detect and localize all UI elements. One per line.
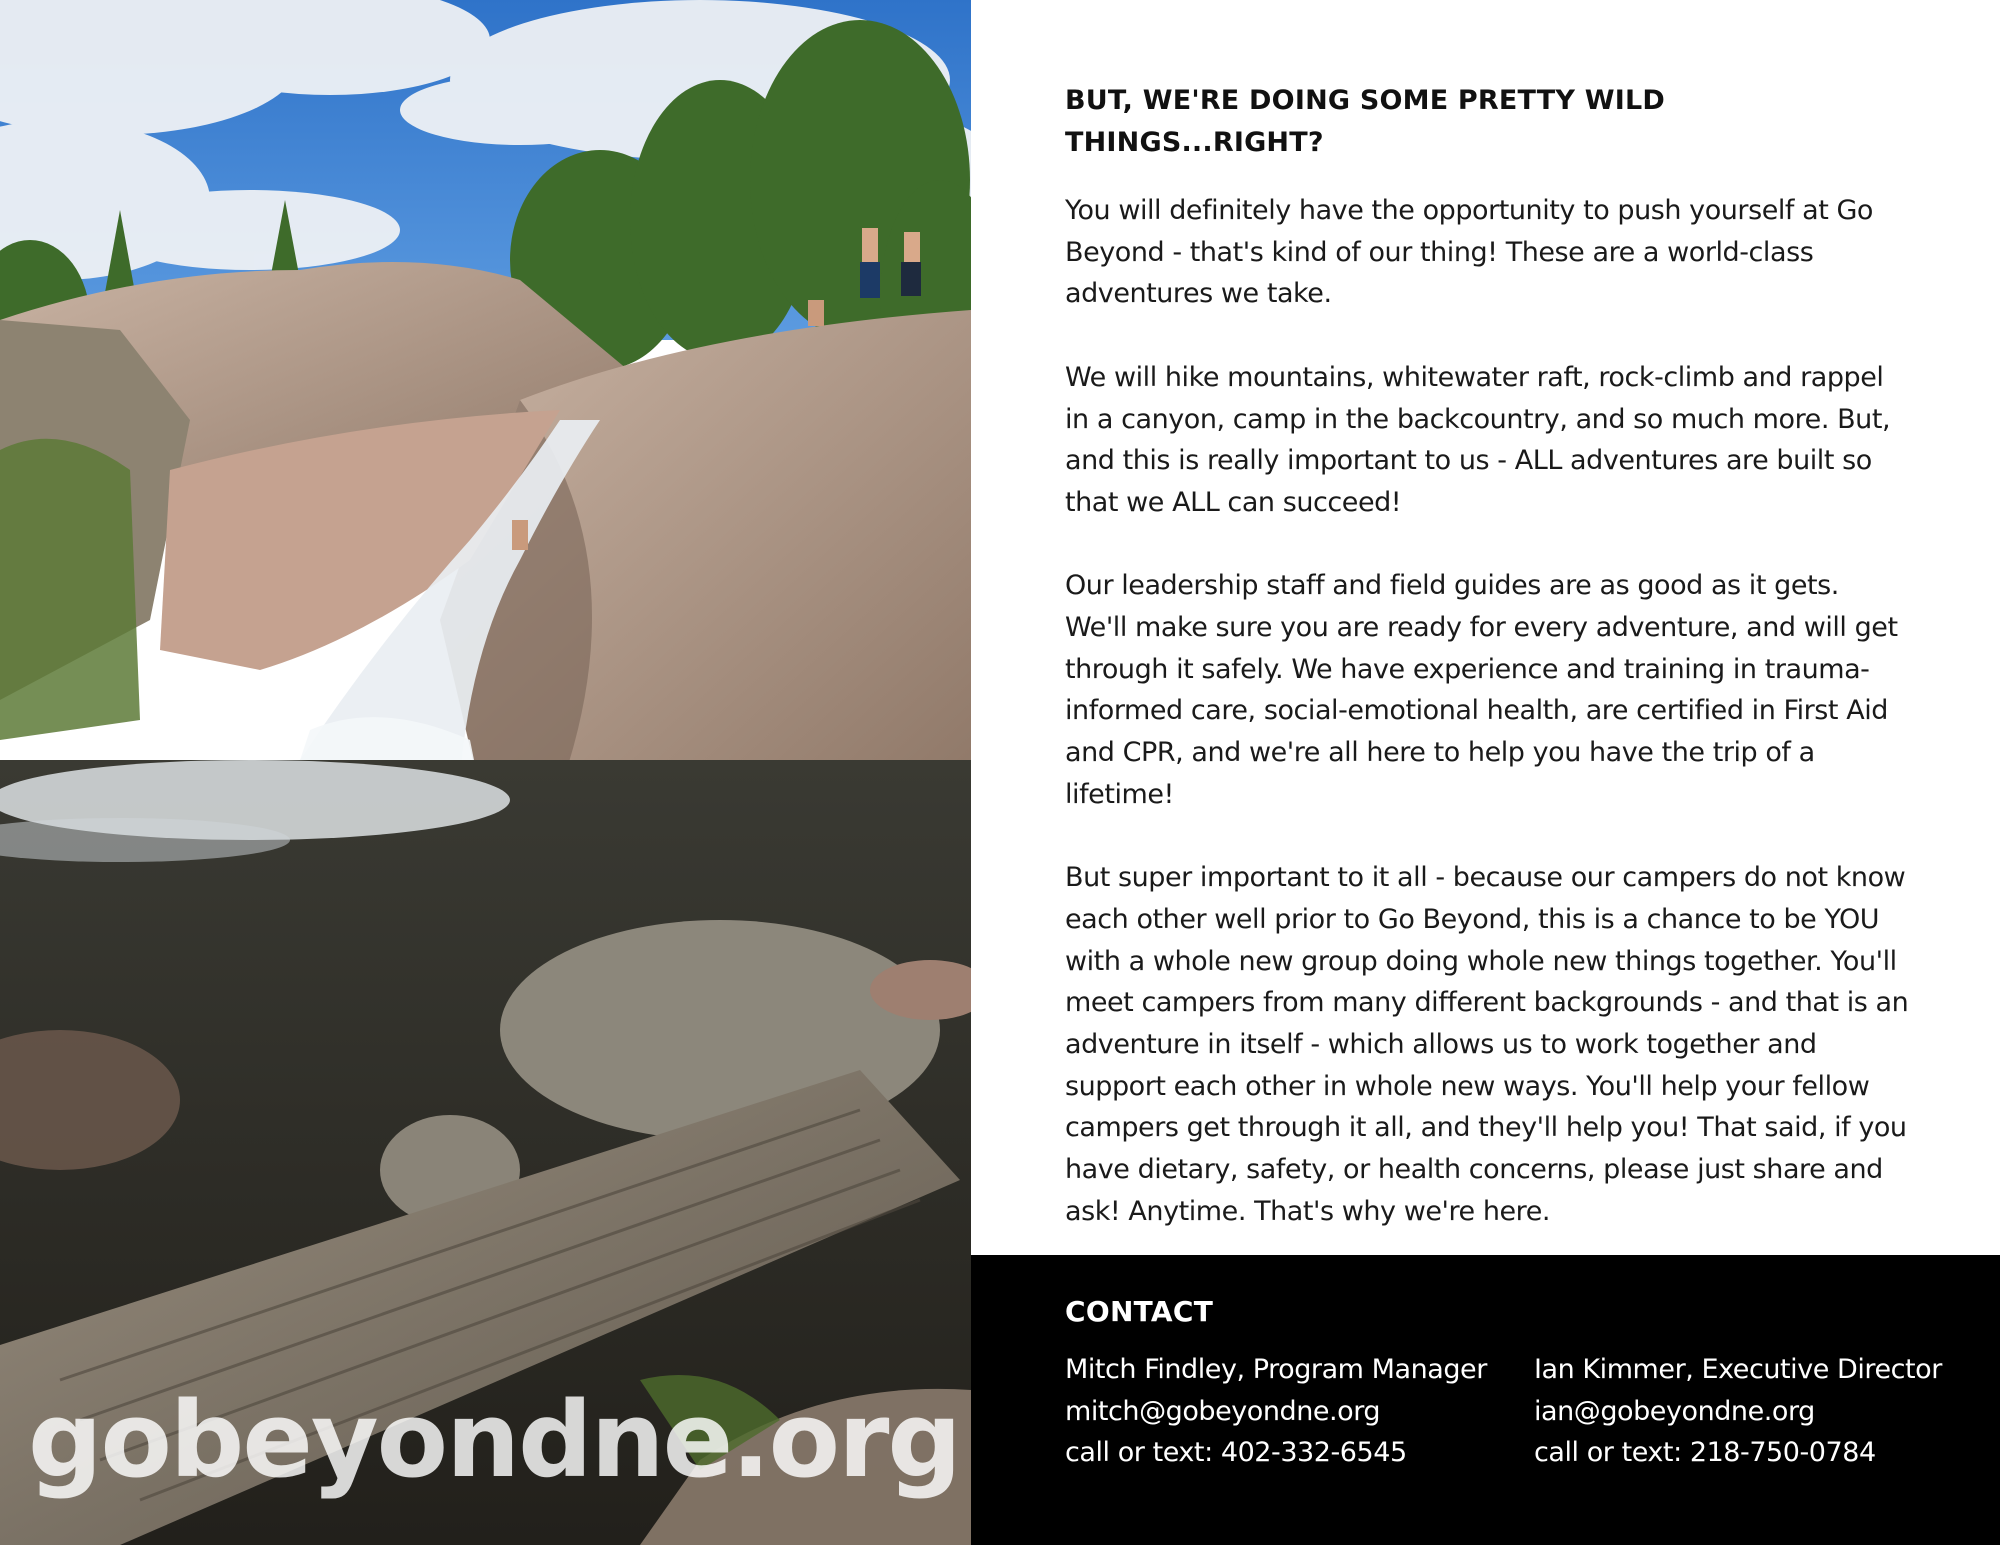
- text-line: adventures we take.: [1065, 278, 1332, 310]
- text-line: support each other in whole new ways. You'll help your fellow: [1065, 1070, 1870, 1102]
- contact-phone: call or text: 402-332-6545: [1065, 1437, 1407, 1468]
- main-content: [1065, 80, 1925, 1233]
- text-line: have dietary, safety, or health concerns, please just share and: [1065, 1154, 1883, 1186]
- text-line: We'll make sure you are ready for every adventure, and will get: [1065, 612, 1898, 643]
- contact-email[interactable]: ian@gobeyondne.org: [1534, 1395, 1815, 1427]
- text-line: But super important to it all - because our campers do not know: [1065, 862, 1906, 894]
- contact-phone: call or text: 218-750-0784: [1534, 1437, 1876, 1468]
- text-line: lifetime!: [1065, 778, 1174, 810]
- text-line: and CPR, and we're all here to help you have the trip of a: [1065, 737, 1815, 769]
- text-line: in a canyon, camp in the backcountry, and so much more. But,: [1065, 403, 1891, 435]
- text-line: with a whole new group doing whole new things together. You'll: [1065, 945, 1897, 977]
- paragraph-community: [1065, 857, 1925, 1232]
- text-line: adventure in itself - which allows us to work together and: [1065, 1029, 1817, 1061]
- contact-section: [971, 1255, 2000, 1545]
- contact-title: CONTACT: [1065, 1295, 1214, 1328]
- text-line: We will hike mountains, whitewater raft, rock-climb and rappel: [1065, 361, 1884, 393]
- text-line: Beyond - that's kind of our thing! These are a world-class: [1065, 236, 1814, 268]
- text-line: through it safely. We have experience and training in trauma-: [1065, 653, 1870, 685]
- text-line: and this is really important to us - ALL adventures are built so: [1065, 445, 1872, 477]
- text-line: meet campers from many different backgrounds - and that is an: [1065, 987, 1909, 1019]
- page-heading: BUT, WE'RE DOING SOME PRETTY WILD THINGS...RIGHT?: [1065, 85, 1666, 158]
- paragraph-intro: [1065, 190, 1925, 315]
- text-line: informed care, social-emotional health, are certified in First Aid: [1065, 695, 1888, 727]
- text-line: ask! Anytime. That's why we're here.: [1065, 1195, 1550, 1227]
- paragraph-adventures: [1065, 357, 1925, 524]
- paragraph-staff: [1065, 565, 1925, 815]
- waterfall-photo: [0, 0, 971, 1545]
- contact-card-program-manager: [1065, 1349, 1487, 1474]
- contact-card-executive-director: [1534, 1349, 1942, 1474]
- contact-name-role: Mitch Findley, Program Manager: [1065, 1354, 1487, 1385]
- text-line: You will definitely have the opportunity to push yourself at Go: [1065, 195, 1874, 226]
- contact-name-role: Ian Kimmer, Executive Director: [1534, 1354, 1942, 1385]
- website-watermark: gobeyondne.org: [28, 1379, 960, 1501]
- contact-email[interactable]: mitch@gobeyondne.org: [1065, 1395, 1381, 1427]
- text-line: each other well prior to Go Beyond, this is a chance to be YOU: [1065, 903, 1880, 935]
- text-line: that we ALL can succeed!: [1065, 486, 1402, 518]
- text-line: Our leadership staff and field guides are as good as it gets.: [1065, 570, 1839, 602]
- text-line: campers get through it all, and they'll help you! That said, if you: [1065, 1112, 1907, 1144]
